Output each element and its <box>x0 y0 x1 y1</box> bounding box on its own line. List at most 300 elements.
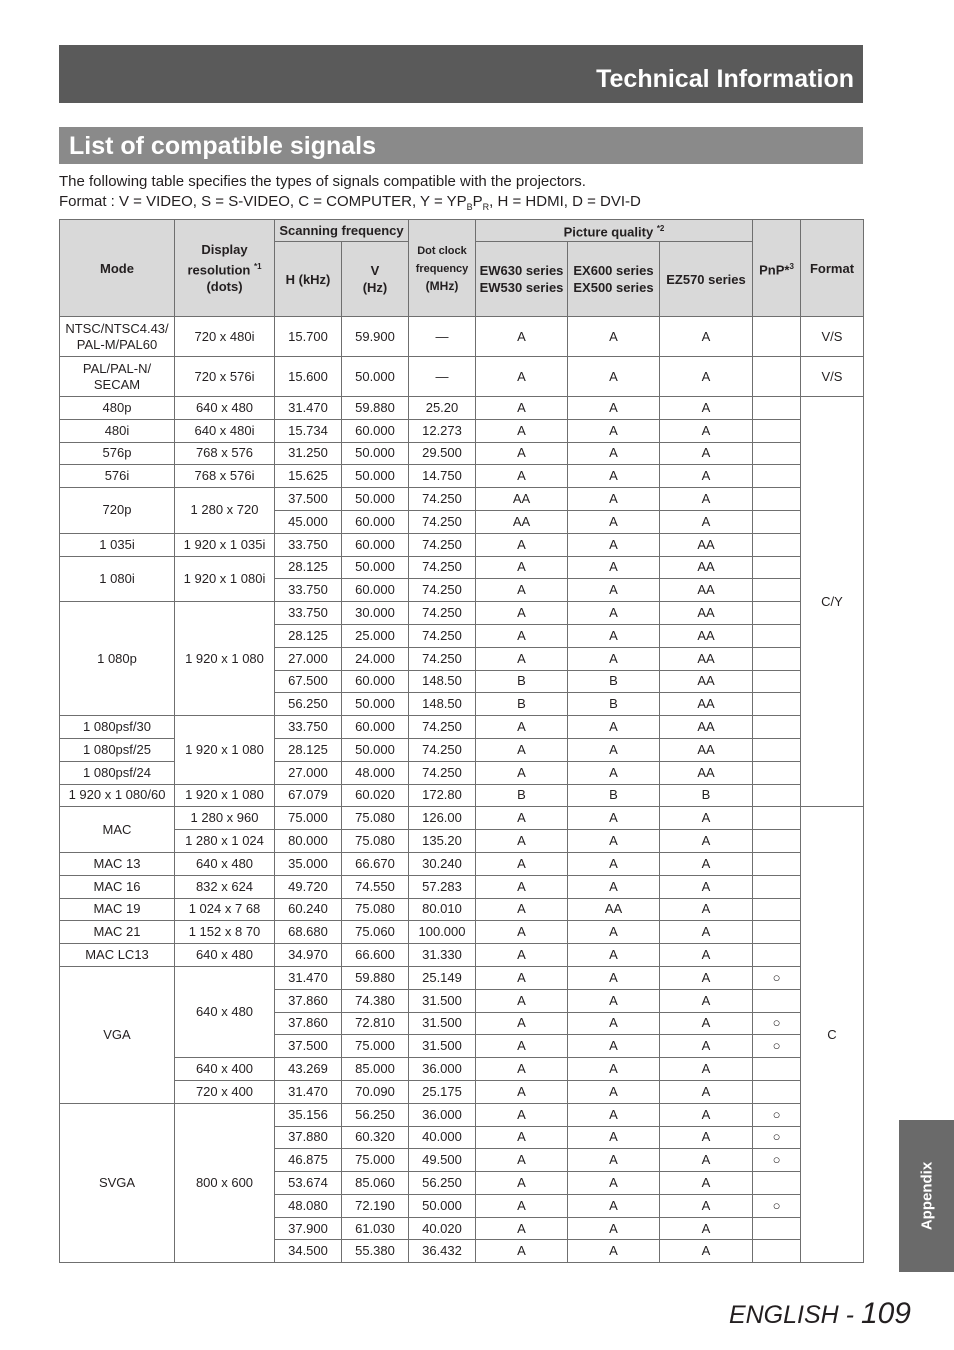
quality-ew-cell: A <box>476 966 568 989</box>
mode-cell: 720p <box>60 488 175 534</box>
resolution-cell: 1 920 x 1 035i <box>175 533 275 556</box>
quality-ez-cell: AA <box>660 738 753 761</box>
table-row <box>60 875 864 898</box>
resolution-cell: 1 920 x 1 080 <box>175 784 275 807</box>
quality-ex-cell: B <box>568 670 660 693</box>
h-khz-cell: 37.880 <box>275 1126 342 1149</box>
page-footer <box>729 1296 911 1337</box>
h-khz-cell: 49.720 <box>275 875 342 898</box>
pnp-cell <box>753 807 801 830</box>
dot-clock-cell: 40.020 <box>409 1217 476 1240</box>
h-khz-cell: 56.250 <box>275 693 342 716</box>
pnp-cell: ○ <box>753 1149 801 1172</box>
quality-ew-cell: A <box>476 442 568 465</box>
resolution-cell: 720 x 480i <box>175 317 275 357</box>
h-khz-cell: 15.600 <box>275 357 342 397</box>
mode-cell: PAL/PAL-N/ SECAM <box>60 357 175 397</box>
quality-ez-cell: A <box>660 830 753 853</box>
header-pnp <box>753 220 801 317</box>
h-khz-cell: 27.000 <box>275 647 342 670</box>
mode-cell: 1 080psf/25 <box>60 738 175 761</box>
dot-clock-cell: 148.50 <box>409 693 476 716</box>
dot-clock-cell: 40.000 <box>409 1126 476 1149</box>
table-row <box>60 397 864 420</box>
pnp-cell <box>753 357 801 397</box>
pnp-cell: ○ <box>753 1194 801 1217</box>
quality-ew-cell: A <box>476 875 568 898</box>
quality-ew-cell: AA <box>476 510 568 533</box>
quality-ew-cell: A <box>476 1194 568 1217</box>
resolution-cell: 1 280 x 1 024 <box>175 830 275 853</box>
dot-clock-cell: 172.80 <box>409 784 476 807</box>
table-row <box>60 419 864 442</box>
h-khz-cell: 34.970 <box>275 944 342 967</box>
quality-ez-cell: A <box>660 1012 753 1035</box>
v-hz-cell: 30.000 <box>342 602 409 625</box>
resolution-cell: 720 x 576i <box>175 357 275 397</box>
header-text: PnP* <box>759 262 790 278</box>
quality-ez-cell: A <box>660 419 753 442</box>
header-bar <box>59 45 863 103</box>
header-text: Display resolution <box>187 241 251 278</box>
quality-ex-cell: A <box>568 556 660 579</box>
v-hz-cell: 60.000 <box>342 716 409 739</box>
quality-ez-cell: AA <box>660 716 753 739</box>
pnp-cell <box>753 465 801 488</box>
quality-ez-cell: A <box>660 1035 753 1058</box>
format-legend-part: P <box>472 193 483 210</box>
dot-clock-cell: 12.273 <box>409 419 476 442</box>
quality-ew-cell: B <box>476 784 568 807</box>
dot-clock-cell: 126.00 <box>409 807 476 830</box>
dot-clock-cell: 74.250 <box>409 761 476 784</box>
quality-ex-cell: A <box>568 807 660 830</box>
pnp-cell <box>753 624 801 647</box>
h-khz-cell: 80.000 <box>275 830 342 853</box>
header-picture-quality <box>476 220 753 242</box>
h-khz-cell: 15.700 <box>275 317 342 357</box>
quality-ex-cell: A <box>568 738 660 761</box>
v-hz-cell: 48.000 <box>342 761 409 784</box>
dot-clock-cell: 31.330 <box>409 944 476 967</box>
dot-clock-cell: 74.250 <box>409 716 476 739</box>
quality-ez-cell: A <box>660 875 753 898</box>
pnp-cell <box>753 419 801 442</box>
pnp-cell <box>753 784 801 807</box>
dot-clock-cell: — <box>409 317 476 357</box>
v-hz-cell: 55.380 <box>342 1240 409 1263</box>
quality-ew-cell: A <box>476 1172 568 1195</box>
resolution-cell: 720 x 400 <box>175 1080 275 1103</box>
h-khz-cell: 33.750 <box>275 716 342 739</box>
h-khz-cell: 33.750 <box>275 579 342 602</box>
dot-clock-cell: 56.250 <box>409 1172 476 1195</box>
pnp-cell <box>753 1080 801 1103</box>
footnote-ref: *2 <box>656 224 665 234</box>
h-khz-cell: 48.080 <box>275 1194 342 1217</box>
quality-ez-cell: B <box>660 784 753 807</box>
format-cell: V/S <box>801 317 864 357</box>
quality-ew-cell: A <box>476 1103 568 1126</box>
resolution-cell: 640 x 480 <box>175 397 275 420</box>
quality-ez-cell: AA <box>660 647 753 670</box>
table-row <box>60 465 864 488</box>
mode-cell: MAC 16 <box>60 875 175 898</box>
resolution-cell: 768 x 576 <box>175 442 275 465</box>
v-hz-cell: 75.080 <box>342 830 409 853</box>
quality-ez-cell: A <box>660 1103 753 1126</box>
quality-ez-cell: A <box>660 989 753 1012</box>
page-number: 109 <box>860 1297 911 1330</box>
h-khz-cell: 37.500 <box>275 488 342 511</box>
h-khz-cell: 35.156 <box>275 1103 342 1126</box>
dot-clock-cell: 100.000 <box>409 921 476 944</box>
quality-ex-cell: A <box>568 1012 660 1035</box>
v-hz-cell: 75.060 <box>342 921 409 944</box>
v-hz-cell: 72.190 <box>342 1194 409 1217</box>
header-mode: Mode <box>60 220 175 317</box>
h-khz-cell: 34.500 <box>275 1240 342 1263</box>
header-unit: (dots) <box>206 279 243 295</box>
v-hz-cell: 50.000 <box>342 357 409 397</box>
v-hz-cell: 85.000 <box>342 1058 409 1081</box>
resolution-cell: 800 x 600 <box>175 1103 275 1263</box>
mode-cell: 1 080i <box>60 556 175 602</box>
header-format: Format <box>801 220 864 317</box>
pnp-cell <box>753 989 801 1012</box>
h-khz-cell: 37.500 <box>275 1035 342 1058</box>
header-series-ez: EZ570 series <box>660 242 753 317</box>
v-hz-cell: 72.810 <box>342 1012 409 1035</box>
quality-ew-cell: A <box>476 989 568 1012</box>
format-cell: V/S <box>801 357 864 397</box>
quality-ew-cell: A <box>476 921 568 944</box>
v-hz-cell: 75.000 <box>342 1035 409 1058</box>
pnp-cell <box>753 670 801 693</box>
quality-ex-cell: A <box>568 647 660 670</box>
quality-ez-cell: A <box>660 317 753 357</box>
h-khz-cell: 31.470 <box>275 397 342 420</box>
v-hz-cell: 59.880 <box>342 966 409 989</box>
h-khz-cell: 45.000 <box>275 510 342 533</box>
format-cell: C <box>801 807 864 1263</box>
pnp-cell <box>753 1058 801 1081</box>
quality-ez-cell: A <box>660 510 753 533</box>
header-text: V <box>370 263 380 278</box>
dot-clock-cell: 25.149 <box>409 966 476 989</box>
format-legend-part: Format : V = VIDEO, S = S-VIDEO, C = COMPUTER, Y = YP <box>59 193 467 210</box>
quality-ew-cell: A <box>476 602 568 625</box>
h-khz-cell: 67.079 <box>275 784 342 807</box>
header-text: EW630 series <box>479 263 564 278</box>
v-hz-cell: 60.000 <box>342 670 409 693</box>
pnp-cell <box>753 738 801 761</box>
v-hz-cell: 85.060 <box>342 1172 409 1195</box>
quality-ex-cell: A <box>568 921 660 944</box>
dot-clock-cell: 74.250 <box>409 738 476 761</box>
v-hz-cell: 25.000 <box>342 624 409 647</box>
quality-ez-cell: AA <box>660 579 753 602</box>
mode-cell: NTSC/NTSC4.43/ PAL-M/PAL60 <box>60 317 175 357</box>
header-text: Picture quality <box>563 224 654 240</box>
resolution-cell: 768 x 576i <box>175 465 275 488</box>
dot-clock-cell: 25.175 <box>409 1080 476 1103</box>
mode-cell: MAC LC13 <box>60 944 175 967</box>
quality-ew-cell: A <box>476 1080 568 1103</box>
resolution-cell: 640 x 400 <box>175 1058 275 1081</box>
quality-ex-cell: A <box>568 875 660 898</box>
mode-cell: 480i <box>60 419 175 442</box>
quality-ew-cell: B <box>476 693 568 716</box>
dot-clock-cell: 30.240 <box>409 852 476 875</box>
pnp-cell <box>753 533 801 556</box>
dot-clock-cell: 148.50 <box>409 670 476 693</box>
pnp-cell <box>753 556 801 579</box>
mode-cell: 1 080psf/24 <box>60 761 175 784</box>
header-scanning-frequency: Scanning frequency <box>275 220 409 242</box>
v-hz-cell: 60.000 <box>342 579 409 602</box>
quality-ew-cell: A <box>476 1240 568 1263</box>
header-text: Dot clock frequency <box>415 244 469 275</box>
quality-ez-cell: A <box>660 966 753 989</box>
v-hz-cell: 75.000 <box>342 1149 409 1172</box>
appendix-tab[interactable] <box>899 1120 954 1272</box>
quality-ex-cell: A <box>568 419 660 442</box>
v-hz-cell: 60.020 <box>342 784 409 807</box>
mode-cell: 1 080psf/30 <box>60 716 175 739</box>
h-khz-cell: 60.240 <box>275 898 342 921</box>
h-khz-cell: 15.734 <box>275 419 342 442</box>
h-khz-cell: 68.680 <box>275 921 342 944</box>
format-legend-sub: R <box>482 202 490 212</box>
h-khz-cell: 53.674 <box>275 1172 342 1195</box>
v-hz-cell: 59.900 <box>342 317 409 357</box>
mode-cell: 1 035i <box>60 533 175 556</box>
quality-ez-cell: A <box>660 465 753 488</box>
v-hz-cell: 75.080 <box>342 898 409 921</box>
pnp-cell <box>753 510 801 533</box>
quality-ew-cell: A <box>476 624 568 647</box>
quality-ex-cell: A <box>568 852 660 875</box>
footnote-ref: *1 <box>253 261 262 271</box>
v-hz-cell: 56.250 <box>342 1103 409 1126</box>
resolution-cell: 1 920 x 1 080i <box>175 556 275 602</box>
quality-ex-cell: A <box>568 317 660 357</box>
dot-clock-cell: 135.20 <box>409 830 476 853</box>
pnp-cell <box>753 602 801 625</box>
quality-ew-cell: A <box>476 317 568 357</box>
v-hz-cell: 66.670 <box>342 852 409 875</box>
quality-ew-cell: A <box>476 830 568 853</box>
quality-ew-cell: A <box>476 579 568 602</box>
quality-ez-cell: A <box>660 1126 753 1149</box>
quality-ez-cell: A <box>660 488 753 511</box>
resolution-cell: 640 x 480 <box>175 852 275 875</box>
header-text: EX500 series <box>573 280 654 295</box>
quality-ew-cell: A <box>476 1217 568 1240</box>
quality-ex-cell: A <box>568 1058 660 1081</box>
h-khz-cell: 15.625 <box>275 465 342 488</box>
v-hz-cell: 24.000 <box>342 647 409 670</box>
quality-ew-cell: A <box>476 465 568 488</box>
quality-ez-cell: A <box>660 442 753 465</box>
dot-clock-cell: 74.250 <box>409 556 476 579</box>
quality-ez-cell: AA <box>660 556 753 579</box>
dot-clock-cell: 74.250 <box>409 624 476 647</box>
pnp-cell: ○ <box>753 1126 801 1149</box>
quality-ew-cell: A <box>476 556 568 579</box>
v-hz-cell: 74.550 <box>342 875 409 898</box>
h-khz-cell: 27.000 <box>275 761 342 784</box>
header-series-ex <box>568 242 660 317</box>
mode-cell: VGA <box>60 966 175 1103</box>
quality-ez-cell: AA <box>660 761 753 784</box>
pnp-cell <box>753 830 801 853</box>
pnp-cell <box>753 1217 801 1240</box>
pnp-cell <box>753 488 801 511</box>
footer-language: ENGLISH - <box>728 1301 861 1329</box>
dot-clock-cell: 49.500 <box>409 1149 476 1172</box>
quality-ex-cell: A <box>568 1217 660 1240</box>
v-hz-cell: 75.080 <box>342 807 409 830</box>
format-legend-sub: B <box>466 202 473 212</box>
dot-clock-cell: 80.010 <box>409 898 476 921</box>
quality-ew-cell: A <box>476 419 568 442</box>
quality-ew-cell: A <box>476 761 568 784</box>
resolution-cell: 1 280 x 960 <box>175 807 275 830</box>
table-row <box>60 602 864 625</box>
pnp-cell <box>753 579 801 602</box>
quality-ex-cell: A <box>568 1103 660 1126</box>
dot-clock-cell: — <box>409 357 476 397</box>
quality-ex-cell: A <box>568 1172 660 1195</box>
h-khz-cell: 46.875 <box>275 1149 342 1172</box>
h-khz-cell: 67.500 <box>275 670 342 693</box>
pnp-cell <box>753 761 801 784</box>
pnp-cell <box>753 693 801 716</box>
quality-ex-cell: A <box>568 533 660 556</box>
quality-ew-cell: A <box>476 1035 568 1058</box>
header-unit: (Hz) <box>362 280 388 295</box>
intro-text <box>59 172 863 217</box>
pnp-cell <box>753 716 801 739</box>
pnp-cell <box>753 875 801 898</box>
v-hz-cell: 66.600 <box>342 944 409 967</box>
format-cell: C/Y <box>801 397 864 807</box>
h-khz-cell: 75.000 <box>275 807 342 830</box>
quality-ew-cell: A <box>476 397 568 420</box>
h-khz-cell: 31.470 <box>275 1080 342 1103</box>
resolution-cell: 640 x 480 <box>175 944 275 967</box>
h-khz-cell: 37.860 <box>275 1012 342 1035</box>
quality-ew-cell: AA <box>476 488 568 511</box>
quality-ew-cell: A <box>476 852 568 875</box>
quality-ez-cell: A <box>660 1194 753 1217</box>
quality-ex-cell: A <box>568 397 660 420</box>
section-title: List of compatible signals <box>69 132 376 160</box>
quality-ew-cell: A <box>476 1058 568 1081</box>
h-khz-cell: 33.750 <box>275 602 342 625</box>
dot-clock-cell: 14.750 <box>409 465 476 488</box>
h-khz-cell: 31.250 <box>275 442 342 465</box>
mode-cell: 576i <box>60 465 175 488</box>
h-khz-cell: 37.860 <box>275 989 342 1012</box>
quality-ex-cell: A <box>568 510 660 533</box>
quality-ew-cell: A <box>476 357 568 397</box>
quality-ez-cell: A <box>660 921 753 944</box>
quality-ez-cell: AA <box>660 533 753 556</box>
quality-ex-cell: A <box>568 465 660 488</box>
table-row <box>60 716 864 739</box>
v-hz-cell: 50.000 <box>342 693 409 716</box>
quality-ex-cell: A <box>568 989 660 1012</box>
table-row <box>60 488 864 511</box>
header-v-hz <box>342 242 409 317</box>
resolution-cell: 832 x 624 <box>175 875 275 898</box>
v-hz-cell: 50.000 <box>342 465 409 488</box>
v-hz-cell: 50.000 <box>342 442 409 465</box>
h-khz-cell: 37.900 <box>275 1217 342 1240</box>
quality-ez-cell: A <box>660 1217 753 1240</box>
v-hz-cell: 60.320 <box>342 1126 409 1149</box>
header-unit: (MHz) <box>425 278 459 293</box>
quality-ew-cell: A <box>476 1126 568 1149</box>
quality-ex-cell: A <box>568 716 660 739</box>
table-row <box>60 807 864 830</box>
quality-ex-cell: A <box>568 944 660 967</box>
mode-cell: 576p <box>60 442 175 465</box>
dot-clock-cell: 36.432 <box>409 1240 476 1263</box>
header-dot-clock <box>409 220 476 317</box>
h-khz-cell: 28.125 <box>275 738 342 761</box>
header-text: EW530 series <box>479 280 564 295</box>
table-row <box>60 357 864 397</box>
quality-ew-cell: A <box>476 533 568 556</box>
quality-ew-cell: A <box>476 1012 568 1035</box>
dot-clock-cell: 74.250 <box>409 510 476 533</box>
dot-clock-cell: 31.500 <box>409 1012 476 1035</box>
format-legend-part: , H = HDMI, D = DVI-D <box>489 193 641 210</box>
quality-ex-cell: A <box>568 1149 660 1172</box>
table-row <box>60 944 864 967</box>
quality-ez-cell: AA <box>660 670 753 693</box>
h-khz-cell: 43.269 <box>275 1058 342 1081</box>
quality-ew-cell: A <box>476 807 568 830</box>
mode-cell: MAC 21 <box>60 921 175 944</box>
format-legend <box>59 192 863 217</box>
mode-cell: 480p <box>60 397 175 420</box>
dot-clock-cell: 31.500 <box>409 1035 476 1058</box>
quality-ez-cell: A <box>660 1172 753 1195</box>
mode-cell: MAC <box>60 807 175 853</box>
quality-ez-cell: A <box>660 1058 753 1081</box>
resolution-cell: 1 152 x 8 70 <box>175 921 275 944</box>
quality-ex-cell: A <box>568 488 660 511</box>
quality-ez-cell: A <box>660 944 753 967</box>
dot-clock-cell: 74.250 <box>409 533 476 556</box>
table-row <box>60 966 864 989</box>
mode-cell: 1 080p <box>60 602 175 716</box>
header-h-khz: H (kHz) <box>275 242 342 317</box>
header-title: Technical Information <box>596 65 854 93</box>
dot-clock-cell: 74.250 <box>409 488 476 511</box>
header-text: EX600 series <box>573 263 654 278</box>
resolution-cell: 1 280 x 720 <box>175 488 275 534</box>
quality-ez-cell: A <box>660 1080 753 1103</box>
h-khz-cell: 31.470 <box>275 966 342 989</box>
quality-ew-cell: A <box>476 738 568 761</box>
header-series-ew <box>476 242 568 317</box>
